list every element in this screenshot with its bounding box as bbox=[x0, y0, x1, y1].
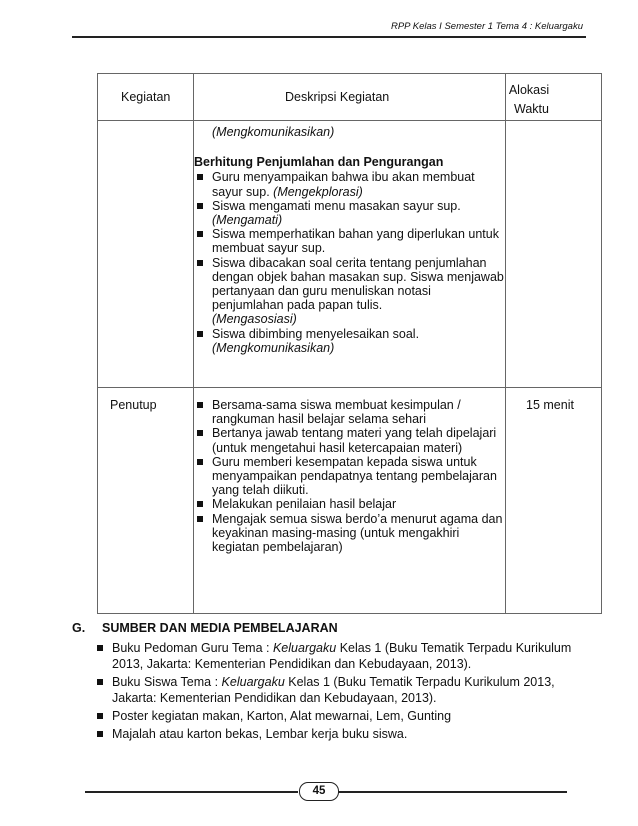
list-item bbox=[94, 640, 572, 672]
row2-kegiatan: Penutup bbox=[98, 388, 194, 614]
bullet-text: Siswa memperhatikan bahan yang diperlukan untuk membuat sayur sup. bbox=[212, 227, 499, 256]
item-text: Buku Siswa Tema : bbox=[112, 675, 222, 689]
bullet-note: (Mengasosiasi) bbox=[212, 312, 297, 327]
row1-bullet-list bbox=[194, 170, 505, 355]
activity-table bbox=[97, 73, 602, 614]
list-item bbox=[194, 199, 505, 227]
item-text: Buku Pedoman Guru Tema : bbox=[112, 641, 273, 655]
row1-deskripsi bbox=[194, 121, 506, 388]
table-row bbox=[98, 121, 602, 388]
section-g-letter: G. bbox=[72, 621, 86, 635]
row1-continuation: (Mengkomunikasikan) bbox=[212, 125, 335, 139]
row2-deskripsi bbox=[194, 388, 506, 614]
item-text-rest: Kelas 1 (Buku Tematik Terpadu Kurikulum 2013, Jakarta: Kementerian Pendidikan dan Kebudayaan, 2013). bbox=[112, 641, 572, 671]
bullet-text: Guru menyampaikan bahwa ibu akan membuat sayur sup. bbox=[212, 170, 475, 199]
item-text: Poster kegiatan makan, Karton, Alat mewarnai, Lem, Gunting bbox=[112, 709, 452, 723]
footer-rule-left bbox=[85, 791, 298, 793]
list-item bbox=[94, 674, 572, 706]
bullet-note: (Mengkomunikasikan) bbox=[212, 340, 335, 355]
list-item: Guru memberi kesempatan kepada siswa untuk menyampaikan pendapatnya tentang pembelajaran yang telah diikuti. bbox=[194, 455, 505, 498]
list-item: Bertanya jawab tentang materi yang telah dipelajari (untuk mengetahui hasil ketercapaian materi) bbox=[194, 426, 505, 454]
bullet-text: Siswa dibacakan soal cerita tentang penjumlahan dengan objek bahan masakan sup. Siswa menjawab pertanyaan dan guru menuliskan notasi penjumlahan pada papan tulis. bbox=[212, 255, 504, 313]
list-item bbox=[94, 708, 572, 724]
header-alokasi-line2: Waktu bbox=[514, 102, 549, 116]
item-text-rest: Kelas 1 (Buku Tematik Terpadu Kurikulum 2013, Jakarta: Kementerian Pendidikan dan Kebudayaan, 2013). bbox=[112, 675, 555, 705]
row2-bullet-list bbox=[194, 398, 505, 554]
header-kegiatan: Kegiatan bbox=[121, 90, 171, 104]
bullet-text: Siswa dibimbing menyelesaikan soal. bbox=[212, 326, 420, 341]
item-text: Majalah atau karton bekas, Lembar kerja buku siswa. bbox=[112, 727, 408, 741]
footer-rule-right bbox=[337, 791, 567, 793]
header-alokasi-cell bbox=[506, 74, 602, 121]
item-italic: Keluargaku bbox=[272, 641, 337, 655]
header-alokasi bbox=[479, 81, 579, 119]
bullet-note: (Mengamati) bbox=[212, 213, 283, 228]
table-header-row bbox=[98, 74, 602, 121]
header-rule bbox=[72, 36, 586, 38]
running-header: RPP Kelas I Semester 1 Tema 4 : Keluargaku bbox=[390, 21, 583, 32]
page-number: 45 bbox=[299, 782, 339, 801]
item-italic: Keluargaku bbox=[221, 675, 285, 689]
list-item: Mengajak semua siswa berdo’a menurut agama dan keyakinan masing-masing (untuk mengakhiri kegiatan pembelajaran) bbox=[194, 512, 505, 555]
list-item: Bersama-sama siswa membuat kesimpulan / rangkuman hasil belajar selama sehari bbox=[194, 398, 505, 426]
header-alokasi-line1: Alokasi bbox=[508, 83, 550, 97]
header-kegiatan-cell bbox=[98, 74, 194, 121]
row2-alokasi: 15 menit bbox=[506, 388, 602, 614]
list-item bbox=[194, 256, 505, 327]
list-item bbox=[194, 227, 505, 255]
list-item: Melakukan penilaian hasil belajar bbox=[194, 497, 505, 511]
row1-subheading: Berhitung Penjumlahan dan Pengurangan bbox=[194, 155, 444, 170]
row1-alokasi bbox=[506, 121, 602, 388]
bullet-note: (Mengekplorasi) bbox=[273, 184, 363, 199]
table-row bbox=[98, 388, 602, 614]
header-deskripsi-cell bbox=[194, 74, 506, 121]
section-g-list bbox=[94, 640, 572, 744]
row1-kegiatan bbox=[98, 121, 194, 388]
header-deskripsi: Deskripsi Kegiatan bbox=[285, 90, 390, 104]
list-item bbox=[94, 726, 572, 742]
section-g-title: SUMBER DAN MEDIA PEMBELAJARAN bbox=[102, 621, 338, 635]
list-item bbox=[194, 327, 505, 355]
list-item bbox=[194, 170, 505, 198]
bullet-text: Siswa mengamati menu masakan sayur sup. bbox=[212, 198, 461, 213]
